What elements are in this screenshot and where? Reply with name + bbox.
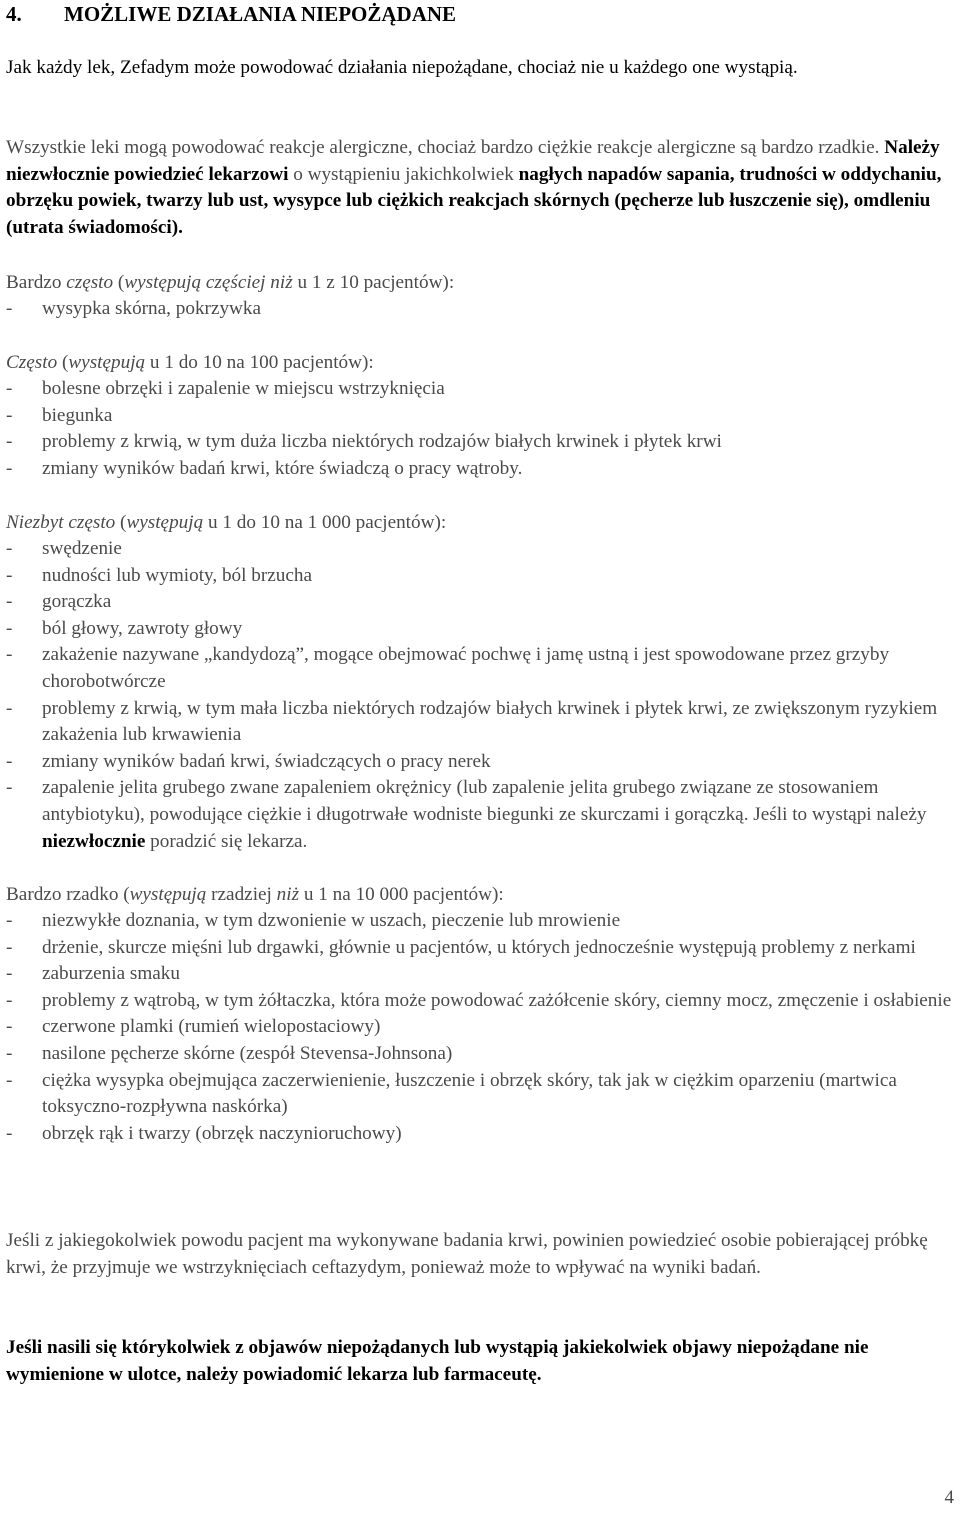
list-item: - nudności lub wymioty, ból brzucha (6, 564, 313, 586)
list-item: - problemy z krwią, w tym mała liczba niektórych rodzajów białych krwinek i płytek krwi, ze zwiększonym ryzykiem zakażenia lub krwawienia (6, 697, 938, 746)
label-italic: występują częściej niż (124, 272, 293, 293)
very-common-label (6, 270, 954, 297)
list-item: - zaburzenia smaku (6, 963, 180, 985)
blood-test-paragraph: Jeśli z jakiegokolwiek powodu pacjent ma wykonywane badania krwi, powinien powiedzieć osobie pobierającej próbkę krwi, że przyjmuje we wstrzyknięciach ceftazydym, ponieważ może to wpływać na wyniki badań. (6, 1230, 928, 1278)
section-title: MOŻLIWE DZIAŁANIA NIEPOŻĄDANE (64, 2, 457, 26)
intro-paragraph: Jak każdy lek, Zefadym może powodować działania niepożądane, chociaż nie u każdego one wystąpią. (6, 57, 798, 78)
final-notice: Jeśli nasili się którykolwiek z objawów niepożądanych lub wystąpią jakiekolwiek objawy niepożądane nie wymienione w ulotce, należy powiadomić lekarza lub farmaceutę. (6, 1337, 869, 1385)
list-item: - obrzęk rąk i twarzy (obrzęk naczynioruchowy) (6, 1122, 402, 1144)
uncommon-list (6, 536, 954, 855)
page-number: 4 (944, 1487, 954, 1508)
label-text: u 1 na 10 000 pacjentów): (299, 884, 504, 905)
list-item: - zapalenie jelita grubego zwane zapaleniem okrężnicy (lub zapalenie jelita grubego związane ze stosowaniem antybiotyku), powodujące ciężkie i długotrwałe wodniste biegunki ze skurczami i gorączką. Jeśli to wystąpi należy niezwłocznie poradzić się lekarza. (6, 777, 927, 852)
label-italic: występują (68, 352, 146, 373)
label-italic: często (66, 272, 114, 293)
label-text: ( (113, 272, 125, 293)
list-item: - problemy z krwią, w tym duża liczba niektórych rodzajów białych krwinek i płytek krwi (6, 431, 722, 453)
common-label (6, 350, 954, 377)
allergy-paragraph (6, 135, 954, 241)
label-text: ( (115, 512, 127, 533)
list-item: - niezwykłe doznania, w tym dzwonienie w uszach, pieczenie lub mrowienie (6, 910, 621, 931)
list-item: - drżenie, skurcze mięśni lub drgawki, głównie u pacjentów, u których jednocześnie występują problemy z nerkami (6, 936, 916, 958)
uncommon-label (6, 510, 954, 537)
allergy-text: Wszystkie leki mogą powodować reakcje alergiczne, chociaż bardzo ciężkie reakcje alergiczne są bardzo rzadkie. (6, 137, 885, 158)
label-italic: Często (6, 352, 58, 373)
label-text: Bardzo rzadko ( (6, 884, 130, 905)
label-text: Bardzo (6, 272, 67, 293)
allergy-symptoms-bold: nagłych napadów sapania, trudności w oddychaniu, obrzęku powiek, twarzy lub ust, wysypce lub ciężkich reakcjach skórnych (pęcherze lub łuszczenie się), omdleniu (utrata świadomości). (6, 163, 942, 238)
list-item: - gorączka (6, 591, 112, 613)
section-number: 4. (6, 2, 22, 26)
label-italic: Niezbyt często (6, 512, 116, 533)
allergy-warning-bold: Należy niezwłocznie powiedzieć lekarzowi (6, 137, 940, 185)
list-item: - zakażenie nazywane „kandydozą”, mogące obejmować pochwę i jamę ustną i jest spowodowane przez grzyby chorobotwórcze (6, 644, 890, 692)
label-italic: występują (129, 884, 207, 905)
label-text: ( (57, 352, 69, 373)
label-text: u 1 z 10 pacjentów): (292, 272, 455, 293)
allergy-text-2: o wystąpieniu jakichkolwiek (288, 163, 519, 185)
list-item: - zmiany wyników badań krwi, świadczących o pracy nerek (6, 750, 491, 772)
list-item: - nasilone pęcherze skórne (zespół Stevensa-Johnsona) (6, 1042, 453, 1064)
very-common-list (6, 296, 954, 323)
bold-emphasis: niezwłocznie (42, 830, 146, 852)
list-item: - ciężka wysypka obejmująca zaczerwienienie, łuszczenie i obrzęk skóry, tak jak w ciężkim oparzeniu (martwica toksyczno-rozpływna naskórka) (6, 1069, 897, 1118)
label-italic: występują (126, 512, 204, 533)
list-item: - biegunka (6, 404, 113, 426)
list-item: - wysypka skórna, pokrzywka (6, 298, 262, 319)
label-text: u 1 do 10 na 100 pacjentów): (145, 352, 374, 373)
very-rare-label (6, 882, 954, 909)
list-item: - bolesne obrzęki i zapalenie w miejscu wstrzyknięcia (6, 378, 445, 399)
label-italic: niż (276, 884, 300, 905)
label-text: rzadziej (206, 884, 277, 905)
list-item: - zmiany wyników badań krwi, które świadczą o pracy wątroby. (6, 457, 523, 479)
label-text: u 1 do 10 na 1 000 pacjentów): (203, 512, 447, 533)
list-item: - swędzenie (6, 538, 122, 559)
list-item: - czerwone plamki (rumień wielopostaciowy) (6, 1016, 381, 1038)
very-rare-list (6, 908, 954, 1147)
list-item: - problemy z wątrobą, w tym żółtaczka, która może powodować zażółcenie skóry, ciemny mocz, zmęczenie i osłabienie (6, 989, 952, 1011)
common-list (6, 376, 954, 482)
section-heading (6, 1, 456, 27)
list-item: - ból głowy, zawroty głowy (6, 617, 243, 639)
